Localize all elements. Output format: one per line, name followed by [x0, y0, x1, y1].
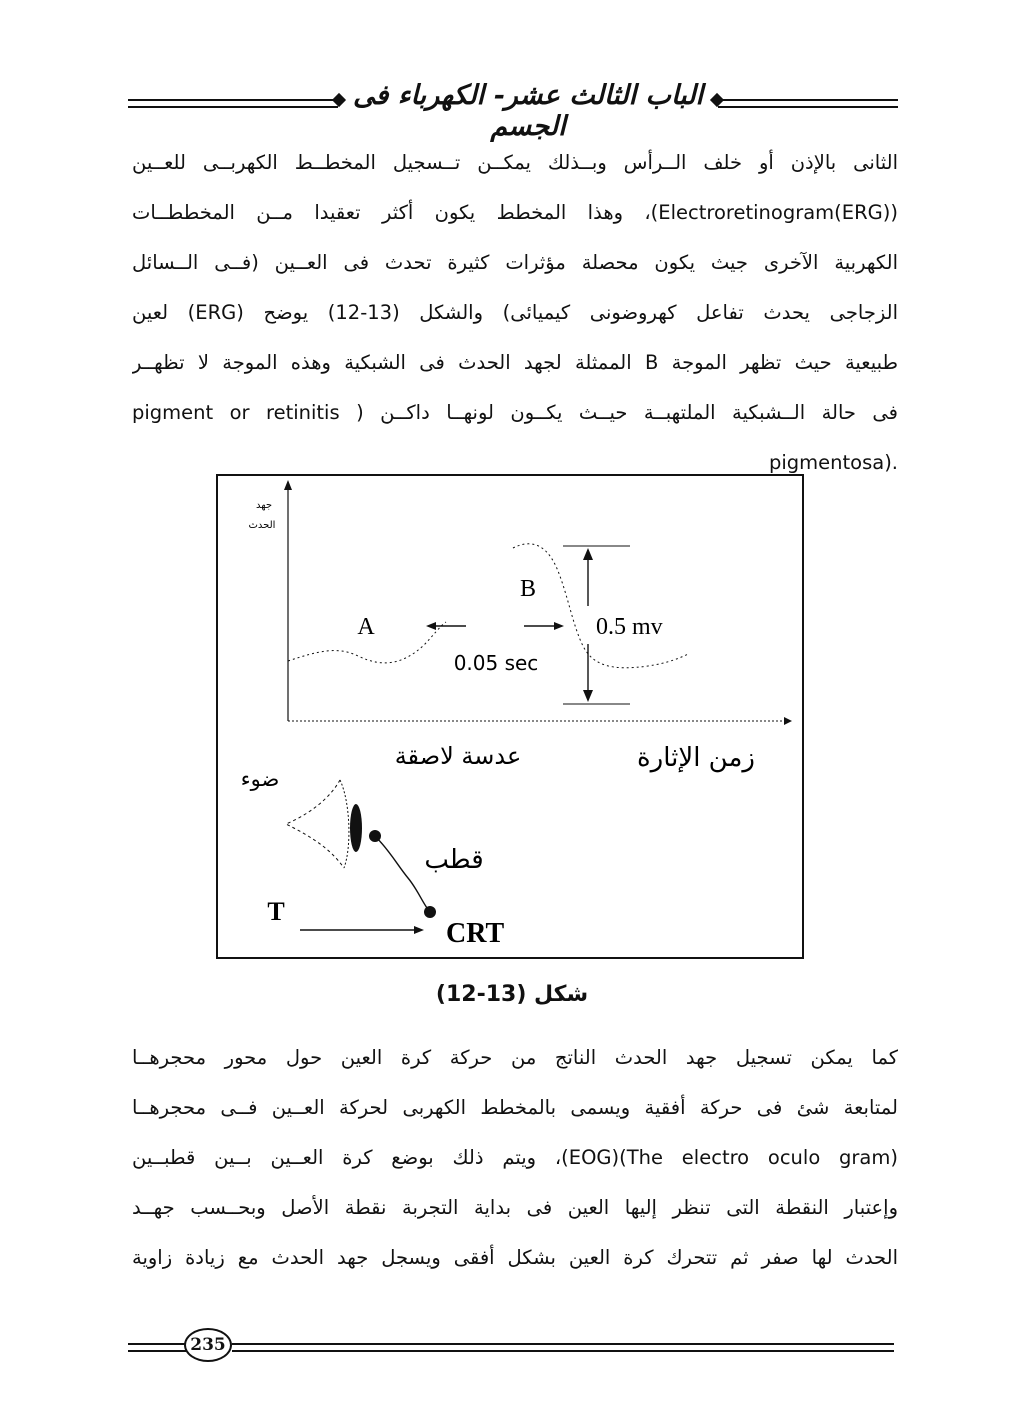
footer-rule-left	[128, 1343, 186, 1352]
text-line: لمتابعة شئ فى حركة أفقية ويسمى بالمخطط الكهربى لحركة العــين فــى محجرهــا	[132, 1096, 898, 1119]
page-header	[128, 78, 898, 142]
crt-dot	[424, 906, 436, 918]
paragraph-eog	[132, 1033, 898, 1283]
light-rays	[286, 780, 344, 868]
eye-outline	[340, 780, 349, 868]
crt-label: CRT	[446, 918, 505, 949]
label-b: B	[519, 576, 537, 602]
text-line: (Electroretinogram(ERG))، وهذا المخطط يكون أكثر تعقيدا مــن المخططــات	[132, 201, 898, 224]
electrode-wire	[375, 836, 430, 912]
erg-figure	[216, 474, 804, 959]
duration-arrowhead-right	[554, 622, 564, 630]
light-label: ضوء	[240, 767, 280, 791]
y-axis-label: الحدث	[248, 520, 276, 531]
amplitude-label: 0.5 mv	[596, 614, 663, 640]
chapter-title: الباب الثالث عشر- الكهرباء فى الجسم	[352, 80, 704, 142]
y-axis-arrow	[284, 480, 292, 490]
text-line: طبيعية حيث تظهر الموجة B الممثلة لجهد الحدث فى الشبكية وهذه الموجة لا تظهــر	[132, 351, 898, 374]
text-line: (The electro oculo gram)(EOG)، ويتم ذلك بوضع كرة العــين بــين قطبــين	[132, 1146, 898, 1169]
erg-diagram	[218, 476, 802, 957]
electrode-label: قطب	[424, 845, 484, 875]
text-line: كما يمكن تسجيل جهد الحدث الناتج من حركة كرة العين حول محور محجرهــا	[132, 1046, 898, 1069]
amplitude-arrowhead-up	[583, 548, 593, 560]
text-line: الزجاجى يحدث تفاعل كهروضونى كيميائى) والشكل (13-12) يوضح (ERG) لعين	[132, 301, 898, 324]
header-rule-left	[128, 99, 338, 108]
text-line: فى حالة الــشبكية الملتهبــة حيــث يكــون لونهــا داكــن ( pigment or retinitis	[132, 401, 898, 424]
paragraph-erg	[132, 138, 898, 488]
label-a: A	[357, 614, 375, 640]
text-line: الحدث لها صفر ثم تتحرك كرة العين بشكل أفقى ويسجل جهد الحدث مع زيادة زاوية	[132, 1246, 898, 1269]
text-line: الكهربية الآخرى جيث يكون محصلة مؤثرات كثيرة تحدث فى العــين (فــى الــسائل	[132, 251, 898, 274]
figure-caption: شكل (13-12)	[435, 982, 589, 1007]
t-arrowhead	[414, 926, 424, 934]
page-footer	[128, 1328, 894, 1368]
duration-arrowhead-left	[426, 622, 436, 630]
contact-lens-shape	[350, 804, 362, 852]
amplitude-arrowhead-down	[583, 690, 593, 702]
page-number: 235	[184, 1328, 232, 1362]
duration-label: 0.05 sec	[453, 651, 539, 675]
text-line: .(pigmentosa	[768, 451, 898, 474]
header-rule-right	[718, 99, 898, 108]
y-axis-label: جهد	[255, 500, 273, 511]
t-label: T	[267, 897, 285, 926]
text-line: الثانى بالإذن أو خلف الــرأس وبــذلك يمكــن تــسجيل المخطــط الكهربــى للعــين	[132, 151, 898, 174]
contact-lens-label: عدسة لاصقة	[394, 742, 522, 770]
x-axis-arrow	[784, 717, 792, 725]
footer-rule-right	[232, 1343, 894, 1352]
stimulus-time-label: زمن الإثارة	[637, 743, 755, 773]
text-line: وإعتبار النقطة التى تنظر إليها العين فى بداية التجربة نقطة الأصل وبحــسب جهــد	[132, 1196, 898, 1219]
wave-b	[513, 544, 688, 668]
